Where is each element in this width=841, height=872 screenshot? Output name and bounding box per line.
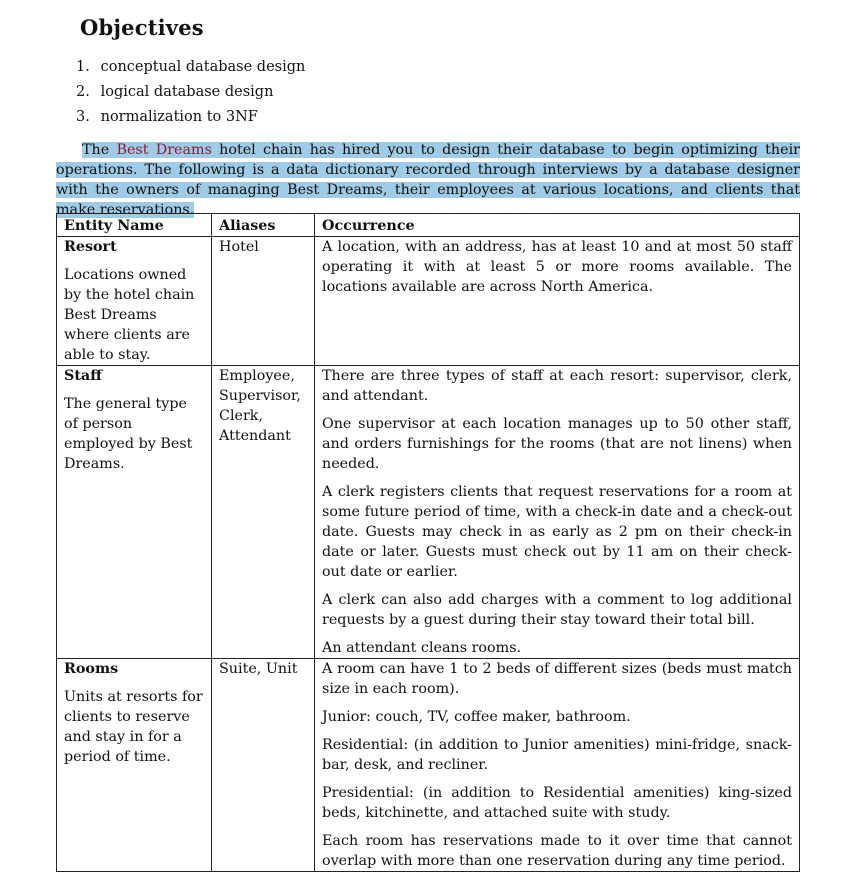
occurrence-paragraph: One supervisor at each location manages up to 50 other staff, and orders furnishings for the rooms (that are not linens) when needed. — [322, 416, 792, 472]
entity-description: Locations owned by the hotel chain Best Dreams where clients are able to stay. — [64, 267, 195, 363]
aliases-cell: Suite, Unit — [212, 659, 315, 872]
aliases-cell: Hotel — [212, 237, 315, 366]
occurrence-cell — [315, 366, 800, 659]
objective-item — [76, 82, 305, 107]
entity-description: Units at resorts for clients to reserve and stay in for a period of time. — [64, 689, 203, 765]
table-row — [57, 366, 800, 659]
objectives-list — [76, 57, 305, 132]
objective-text: normalization to 3NF — [100, 109, 258, 125]
occurrence-paragraph: A clerk registers clients that request reservations for a room at some future period of time, with a check-in date and a check-out date. Guests may check in as early as 2 pm on their check-in date or later. Guests must check out by 11 am on their check-out date or earlier. — [322, 484, 792, 580]
table-row — [57, 659, 800, 872]
objective-text: logical database design — [100, 84, 274, 100]
objective-number: 3. — [76, 109, 90, 125]
objective-number: 2. — [76, 84, 90, 100]
header-occurrence: Occurrence — [315, 214, 800, 237]
occurrence-paragraph: A room can have 1 to 2 beds of different sizes (beds must match size in each room). — [322, 661, 792, 697]
occurrence-paragraph: A clerk can also add charges with a comment to log additional requests by a guest during their stay toward their total bill. — [322, 592, 792, 628]
occurrence-paragraph: An attendant cleans rooms. — [322, 640, 522, 656]
occurrence-cell — [315, 659, 800, 872]
intro-paragraph — [56, 140, 800, 220]
data-dictionary-table — [56, 213, 800, 872]
entity-cell — [57, 237, 212, 366]
intro-body: hotel chain has hired you to design their database to begin optimizing their operations. The following is a data dictionary recorded through interviews by a database designer with the owners of managing Best Dreams, their employees at various locations, and clients that make reservations. — [56, 142, 801, 218]
occurrence-paragraph: Presidential: (in addition to Residential amenities) king-sized beds, kitchinette, and attached suite with study. — [322, 785, 792, 821]
occurrence-cell — [315, 237, 800, 366]
entity-name: Rooms — [64, 661, 119, 677]
objective-text: conceptual database design — [100, 59, 306, 75]
table-row — [57, 237, 800, 366]
entity-description: The general type of person employed by Best Dreams. — [64, 396, 193, 472]
objective-number: 1. — [76, 59, 90, 75]
entity-name: Resort — [64, 239, 117, 255]
objective-item — [76, 107, 305, 132]
occurrence-paragraph: Each room has reservations made to it over time that cannot overlap with more than one reservation during any time period. — [322, 833, 792, 869]
entity-cell — [57, 659, 212, 872]
entity-name: Staff — [64, 368, 102, 384]
aliases-cell: Employee, Supervisor, Clerk, Attendant — [212, 366, 315, 659]
header-aliases: Aliases — [212, 214, 315, 237]
brand-name: Best Dreams — [116, 142, 212, 158]
header-entity-name: Entity Name — [57, 214, 212, 237]
intro-lead: The — [82, 142, 110, 158]
occurrence-paragraph: There are three types of staff at each resort: supervisor, clerk, and attendant. — [322, 368, 792, 404]
occurrence-paragraph: Junior: couch, TV, coffee maker, bathroom. — [322, 709, 631, 725]
selected-text[interactable] — [56, 142, 800, 218]
table-header-row — [57, 214, 800, 237]
objective-item — [76, 57, 305, 82]
section-heading: Objectives — [80, 15, 204, 40]
occurrence-paragraph: A location, with an address, has at least 10 and at most 50 staff operating it with at least 5 or more rooms available. The locations available are across North America. — [322, 239, 792, 295]
occurrence-paragraph: Residential: (in addition to Junior amenities) mini-fridge, snack-bar, desk, and recliner. — [322, 737, 792, 773]
entity-cell — [57, 366, 212, 659]
